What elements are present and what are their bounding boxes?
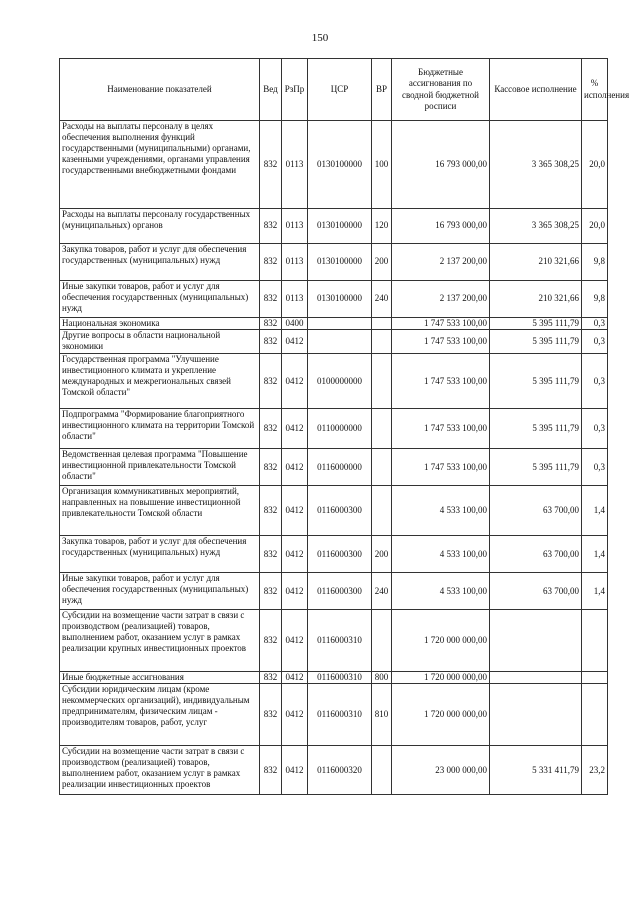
row-rzpr: 0412 — [282, 573, 308, 610]
row-csr: 0116000000 — [308, 449, 372, 486]
row-ved: 832 — [260, 209, 282, 244]
row-name: Национальная экономика — [60, 318, 260, 330]
row-name: Расходы на выплаты персоналу в целях обеспечения выполнения функций государственными (муниципальными) органами, казенными учреждениями, органами управления государственными внебюджетными фондами — [60, 121, 260, 209]
row-csr: 0130100000 — [308, 121, 372, 209]
row-ved: 832 — [260, 244, 282, 281]
row-cash: 5 395 111,79 — [490, 409, 582, 449]
table-row — [60, 684, 608, 746]
row-name: Субсидии на возмещение части затрат в связи с производством (реализацией) товаров, выполнением работ, оказанием услуг в рамках реализации инвестиционных проектов — [60, 746, 260, 795]
row-assignment: 4 533 100,00 — [392, 536, 490, 573]
row-ved: 832 — [260, 486, 282, 536]
row-name: Субсидии на возмещение части затрат в связи с производством (реализацией) товаров, выполнением работ, оказанием услуг в рамках реализации крупных инвестиционных проектов — [60, 610, 260, 672]
row-ved: 832 — [260, 746, 282, 795]
header-vr: ВР — [372, 59, 392, 121]
row-ved: 832 — [260, 318, 282, 330]
row-ved: 832 — [260, 281, 282, 318]
row-cash: 5 395 111,79 — [490, 449, 582, 486]
row-assignment: 2 137 200,00 — [392, 244, 490, 281]
row-rzpr: 0113 — [282, 209, 308, 244]
row-ved: 832 — [260, 536, 282, 573]
header-rzpr: РзПр — [282, 59, 308, 121]
row-assignment: 2 137 200,00 — [392, 281, 490, 318]
header-percent: % исполнения — [582, 59, 608, 121]
row-percent — [582, 610, 608, 672]
row-assignment: 1 747 533 100,00 — [392, 409, 490, 449]
row-assignment: 1 747 533 100,00 — [392, 449, 490, 486]
row-ved: 832 — [260, 330, 282, 354]
row-cash: 63 700,00 — [490, 486, 582, 536]
row-ved: 832 — [260, 672, 282, 684]
row-percent: 1,4 — [582, 573, 608, 610]
row-vr — [372, 449, 392, 486]
row-rzpr: 0412 — [282, 536, 308, 573]
header-cash-execution: Кассовое исполнение — [490, 59, 582, 121]
row-vr — [372, 409, 392, 449]
row-csr: 0130100000 — [308, 244, 372, 281]
row-csr: 0116000310 — [308, 672, 372, 684]
header-ved: Вед — [260, 59, 282, 121]
row-vr: 100 — [372, 121, 392, 209]
row-vr — [372, 610, 392, 672]
table-row — [60, 244, 608, 281]
table-row — [60, 746, 608, 795]
row-cash: 210 321,66 — [490, 281, 582, 318]
row-cash — [490, 684, 582, 746]
row-assignment: 16 793 000,00 — [392, 121, 490, 209]
row-ved: 832 — [260, 610, 282, 672]
row-rzpr: 0113 — [282, 121, 308, 209]
row-percent: 23,2 — [582, 746, 608, 795]
table-row — [60, 209, 608, 244]
row-cash: 3 365 308,25 — [490, 209, 582, 244]
header-row — [60, 59, 608, 121]
row-cash: 5 331 411,79 — [490, 746, 582, 795]
row-assignment: 23 000 000,00 — [392, 746, 490, 795]
row-assignment: 1 747 533 100,00 — [392, 354, 490, 409]
row-assignment: 1 720 000 000,00 — [392, 684, 490, 746]
row-rzpr: 0400 — [282, 318, 308, 330]
table-row — [60, 281, 608, 318]
row-rzpr: 0412 — [282, 684, 308, 746]
row-percent: 20,0 — [582, 121, 608, 209]
row-name: Иные закупки товаров, работ и услуг для обеспечения государственных (муниципальных) нужд — [60, 573, 260, 610]
budget-execution-table — [59, 58, 630, 795]
row-rzpr: 0412 — [282, 409, 308, 449]
row-vr: 120 — [372, 209, 392, 244]
row-percent: 0,3 — [582, 330, 608, 354]
row-csr: 0100000000 — [308, 354, 372, 409]
table-row — [60, 486, 608, 536]
row-assignment: 4 533 100,00 — [392, 573, 490, 610]
row-vr: 240 — [372, 573, 392, 610]
row-percent: 0,3 — [582, 318, 608, 330]
row-vr: 810 — [372, 684, 392, 746]
row-rzpr: 0412 — [282, 746, 308, 795]
row-cash: 63 700,00 — [490, 573, 582, 610]
row-vr: 200 — [372, 244, 392, 281]
row-assignment: 1 720 000 000,00 — [392, 672, 490, 684]
row-csr: 0116000310 — [308, 610, 372, 672]
row-vr: 800 — [372, 672, 392, 684]
table-row — [60, 330, 608, 354]
row-vr — [372, 318, 392, 330]
row-rzpr: 0412 — [282, 672, 308, 684]
row-csr: 0116000300 — [308, 536, 372, 573]
row-rzpr: 0412 — [282, 354, 308, 409]
row-percent — [582, 684, 608, 746]
row-ved: 832 — [260, 354, 282, 409]
row-rzpr: 0412 — [282, 610, 308, 672]
table-row — [60, 610, 608, 672]
row-name: Закупка товаров, работ и услуг для обеспечения государственных (муниципальных) нужд — [60, 244, 260, 281]
table-row — [60, 318, 608, 330]
header-name: Наименование показателей — [60, 59, 260, 121]
row-ved: 832 — [260, 409, 282, 449]
row-percent: 9,8 — [582, 244, 608, 281]
row-vr — [372, 354, 392, 409]
row-cash: 5 395 111,79 — [490, 330, 582, 354]
row-name: Подпрограмма "Формирование благоприятного инвестиционного климата на территории Томской области" — [60, 409, 260, 449]
row-percent: 0,3 — [582, 354, 608, 409]
row-csr: 0116000310 — [308, 684, 372, 746]
row-cash: 5 395 111,79 — [490, 318, 582, 330]
row-csr — [308, 330, 372, 354]
row-percent: 1,4 — [582, 536, 608, 573]
row-vr: 240 — [372, 281, 392, 318]
row-cash — [490, 610, 582, 672]
table-row — [60, 672, 608, 684]
row-rzpr: 0412 — [282, 330, 308, 354]
row-assignment: 1 720 000 000,00 — [392, 610, 490, 672]
row-csr: 0130100000 — [308, 209, 372, 244]
row-csr: 0110000000 — [308, 409, 372, 449]
row-cash: 63 700,00 — [490, 536, 582, 573]
row-vr: 200 — [372, 536, 392, 573]
table-row — [60, 573, 608, 610]
row-vr — [372, 746, 392, 795]
row-percent: 20,0 — [582, 209, 608, 244]
row-name: Другие вопросы в области национальной экономики — [60, 330, 260, 354]
row-name: Иные закупки товаров, работ и услуг для обеспечения государственных (муниципальных) нужд — [60, 281, 260, 318]
row-cash — [490, 672, 582, 684]
row-rzpr: 0113 — [282, 244, 308, 281]
row-assignment: 16 793 000,00 — [392, 209, 490, 244]
row-rzpr: 0113 — [282, 281, 308, 318]
row-percent: 0,3 — [582, 409, 608, 449]
table-row — [60, 409, 608, 449]
header-csr: ЦСР — [308, 59, 372, 121]
table-row — [60, 354, 608, 409]
table-row — [60, 536, 608, 573]
row-rzpr: 0412 — [282, 449, 308, 486]
row-cash: 5 395 111,79 — [490, 354, 582, 409]
row-ved: 832 — [260, 684, 282, 746]
row-csr — [308, 318, 372, 330]
row-ved: 832 — [260, 449, 282, 486]
row-cash: 3 365 308,25 — [490, 121, 582, 209]
row-percent: 0,3 — [582, 449, 608, 486]
row-ved: 832 — [260, 573, 282, 610]
row-ved: 832 — [260, 121, 282, 209]
row-percent: 1,4 — [582, 486, 608, 536]
row-percent: 9,8 — [582, 281, 608, 318]
row-csr: 0130100000 — [308, 281, 372, 318]
row-name: Расходы на выплаты персоналу государственных (муниципальных) органов — [60, 209, 260, 244]
row-csr: 0116000300 — [308, 573, 372, 610]
row-csr: 0116000320 — [308, 746, 372, 795]
row-vr — [372, 486, 392, 536]
row-name: Ведомственная целевая программа "Повышение инвестиционной привлекательности Томской области" — [60, 449, 260, 486]
row-name: Закупка товаров, работ и услуг для обеспечения государственных (муниципальных) нужд — [60, 536, 260, 573]
row-percent — [582, 672, 608, 684]
row-name: Организация коммуникативных мероприятий, направленных на повышение инвестиционной привлекательности Томской области — [60, 486, 260, 536]
row-name: Субсидии юридическим лицам (кроме некоммерческих организаций), индивидуальным предпринимателям, физическим лицам - производителям товаров, работ, услуг — [60, 684, 260, 746]
row-rzpr: 0412 — [282, 486, 308, 536]
row-name: Государственная программа "Улучшение инвестиционного климата и укрепление международных и межрегиональных связей Томской области" — [60, 354, 260, 409]
row-assignment: 1 747 533 100,00 — [392, 318, 490, 330]
row-name: Иные бюджетные ассигнования — [60, 672, 260, 684]
row-assignment: 1 747 533 100,00 — [392, 330, 490, 354]
row-vr — [372, 330, 392, 354]
page-number: 150 — [311, 32, 329, 44]
table-row — [60, 449, 608, 486]
row-csr: 0116000300 — [308, 486, 372, 536]
row-assignment: 4 533 100,00 — [392, 486, 490, 536]
row-cash: 210 321,66 — [490, 244, 582, 281]
header-assignments: Бюджетные ассигнования по сводной бюджетной росписи — [392, 59, 490, 121]
table-row — [60, 121, 608, 209]
